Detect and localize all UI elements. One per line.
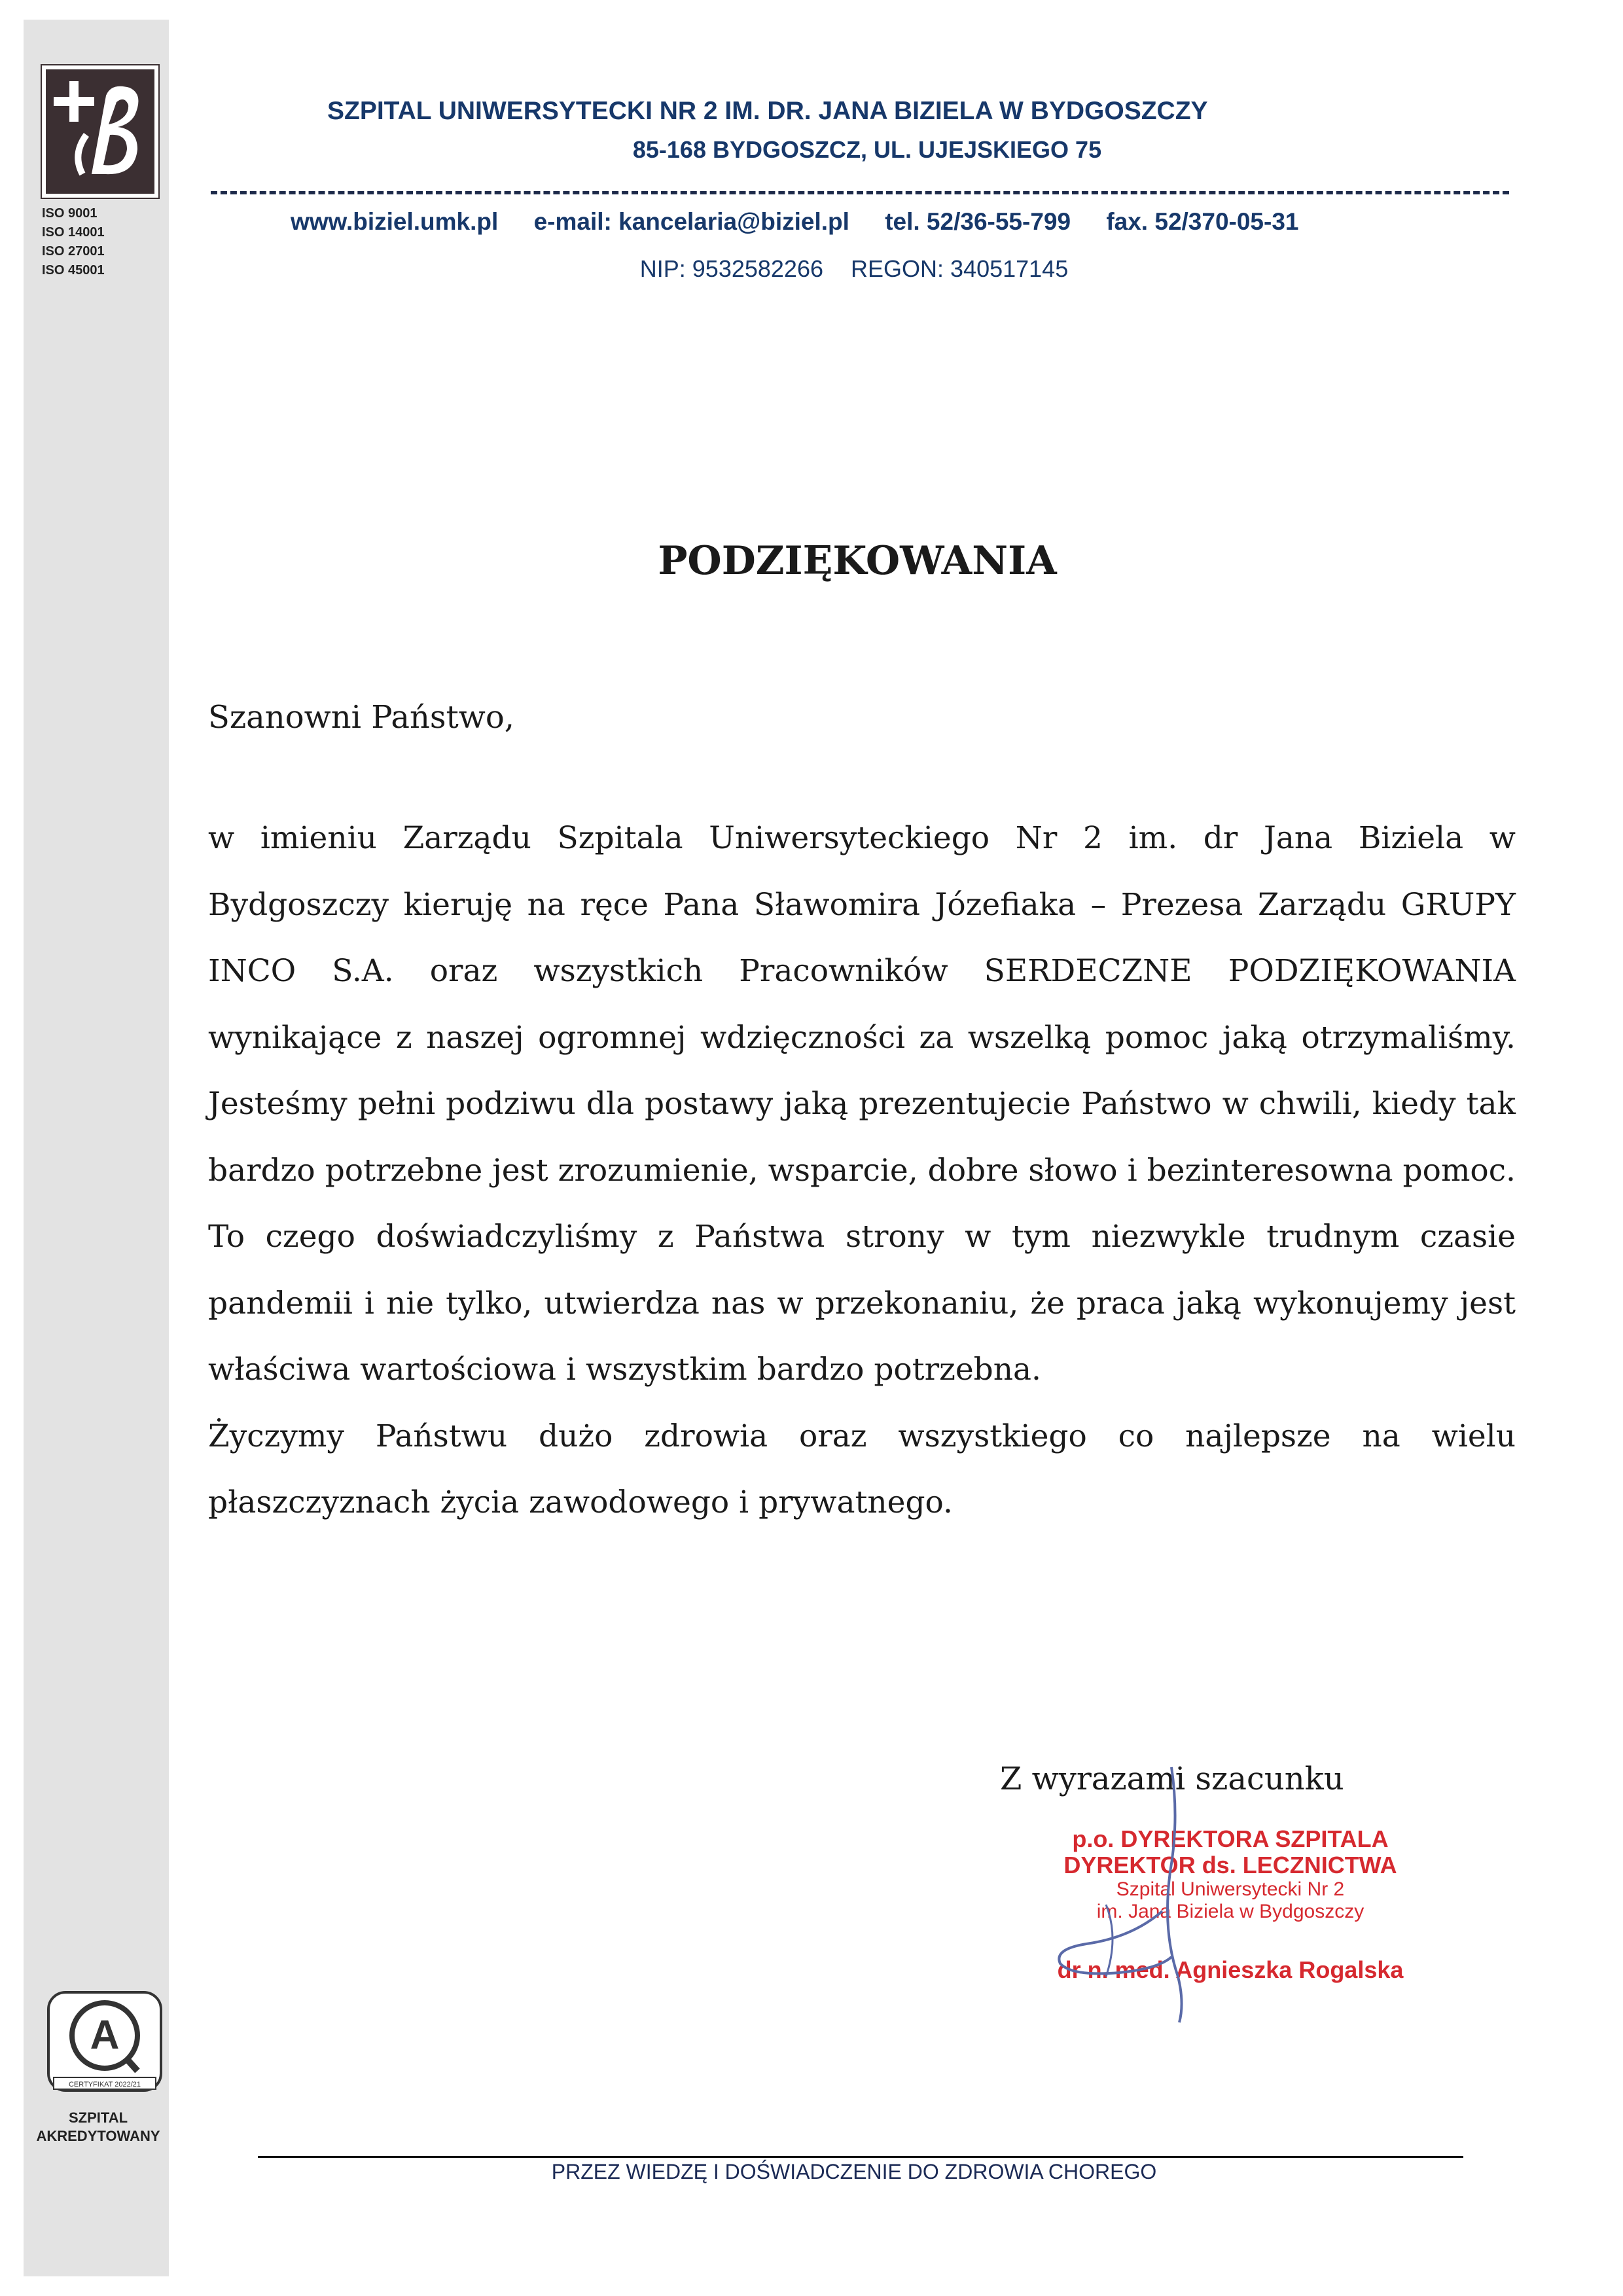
svg-text:A: A (90, 2013, 120, 2058)
handwritten-signature (1008, 1741, 1283, 2042)
email-link[interactable]: e-mail: kancelaria@biziel.pl (533, 208, 849, 235)
left-sidebar-band (24, 20, 169, 2276)
iso-item: ISO 45001 (42, 263, 105, 278)
certificate-caption: CERTYFIKAT 2022/21 (68, 2081, 141, 2089)
fax-number: fax. 52/370-05-31 (1106, 208, 1299, 235)
contact-line (291, 208, 1455, 236)
stamp-line: p.o. DYREKTORA SZPITALA (1072, 1825, 1389, 1852)
accreditation-seal-icon (39, 1990, 170, 2101)
hospital-name: SZPITAL UNIWERSYTECKI NR 2 IM. DR. JANA BIZIELA W BYDGOSZCZY (327, 97, 1208, 125)
header-divider (211, 191, 1509, 194)
nip-number: NIP: 9532582266 (639, 255, 823, 282)
body-paragraph: w imieniu Zarządu Szpitala Uniwersyteckiego Nr 2 im. dr Jana Biziela w Bydgoszczy kieruję na ręce Pana Sławomira Józefiaka – Prezesa Zarządu GRUPY INCO S.A. oraz wszystkich Pracowników SERDECZNE PODZIĘKOWANIA wynikające z naszej ogromnej wdzięczności za wszelką pomoc jaką otrzymaliśmy. Jesteśmy pełni podziwu dla postawy jaką prezentujecie Państwo w chwili, kiedy tak bardzo potrzebne jest zrozumienie, wsparcie, dobre słowo i bezinteresowna pomoc. To czego doświadczyliśmy z Państwa strony w tym niezwykle trudnym czasie pandemii i nie tylko, utwierdza nas w przekonaniu, że praca jaką wykonujemy jest właściwa wartościowa i wszystkim bardzo potrzebna. (208, 820, 1516, 1388)
accreditation-label-line: AKREDYTOWANY (36, 2128, 160, 2144)
iso-item: ISO 27001 (42, 244, 105, 259)
letter-title: PODZIĘKOWANIA (658, 538, 1057, 584)
body-paragraph: Życzymy Państwu dużo zdrowia oraz wszystkiego co najlepsze na wielu płaszczyznach życia zawodowego i prywatnego. (208, 1418, 1516, 1520)
stamp-signatory: dr n. med. Agnieszka Rogalska (1057, 1956, 1404, 1983)
hospital-logo-icon (46, 69, 154, 194)
salutation: Szanowni Państwo, (208, 699, 515, 736)
hospital-address: 85-168 BYDGOSZCZ, UL. UJEJSKIEGO 75 (632, 136, 1102, 163)
iso-item: ISO 14001 (42, 225, 105, 240)
accreditation-label (26, 2109, 170, 2145)
phone-number: tel. 52/36-55-799 (885, 208, 1071, 235)
letter-body (208, 805, 1516, 1536)
stamp-line: DYREKTOR ds. LECZNICTWA (1063, 1852, 1397, 1878)
closing-phrase: Z wyrazami szacunku (1000, 1761, 1344, 1797)
website-link[interactable]: www.biziel.umk.pl (291, 208, 499, 235)
registry-ids (0, 255, 1623, 283)
footer-motto: PRZEZ WIEDZĘ I DOŚWIADCZENIE DO ZDROWIA CHOREGO (551, 2160, 1157, 2183)
hospital-logo (42, 65, 158, 198)
stamp-line: im. Jana Biziela w Bydgoszczy (1096, 1901, 1364, 1922)
regon-number: REGON: 340517145 (851, 255, 1069, 282)
accreditation-certificate (39, 1990, 170, 2101)
signature-icon (1008, 1741, 1283, 2042)
stamp-line: Szpital Uniwersytecki Nr 2 (1116, 1878, 1345, 1900)
iso-item: ISO 9001 (42, 206, 98, 221)
footer-divider (258, 2156, 1463, 2158)
accreditation-label-line: SZPITAL (68, 2109, 128, 2126)
